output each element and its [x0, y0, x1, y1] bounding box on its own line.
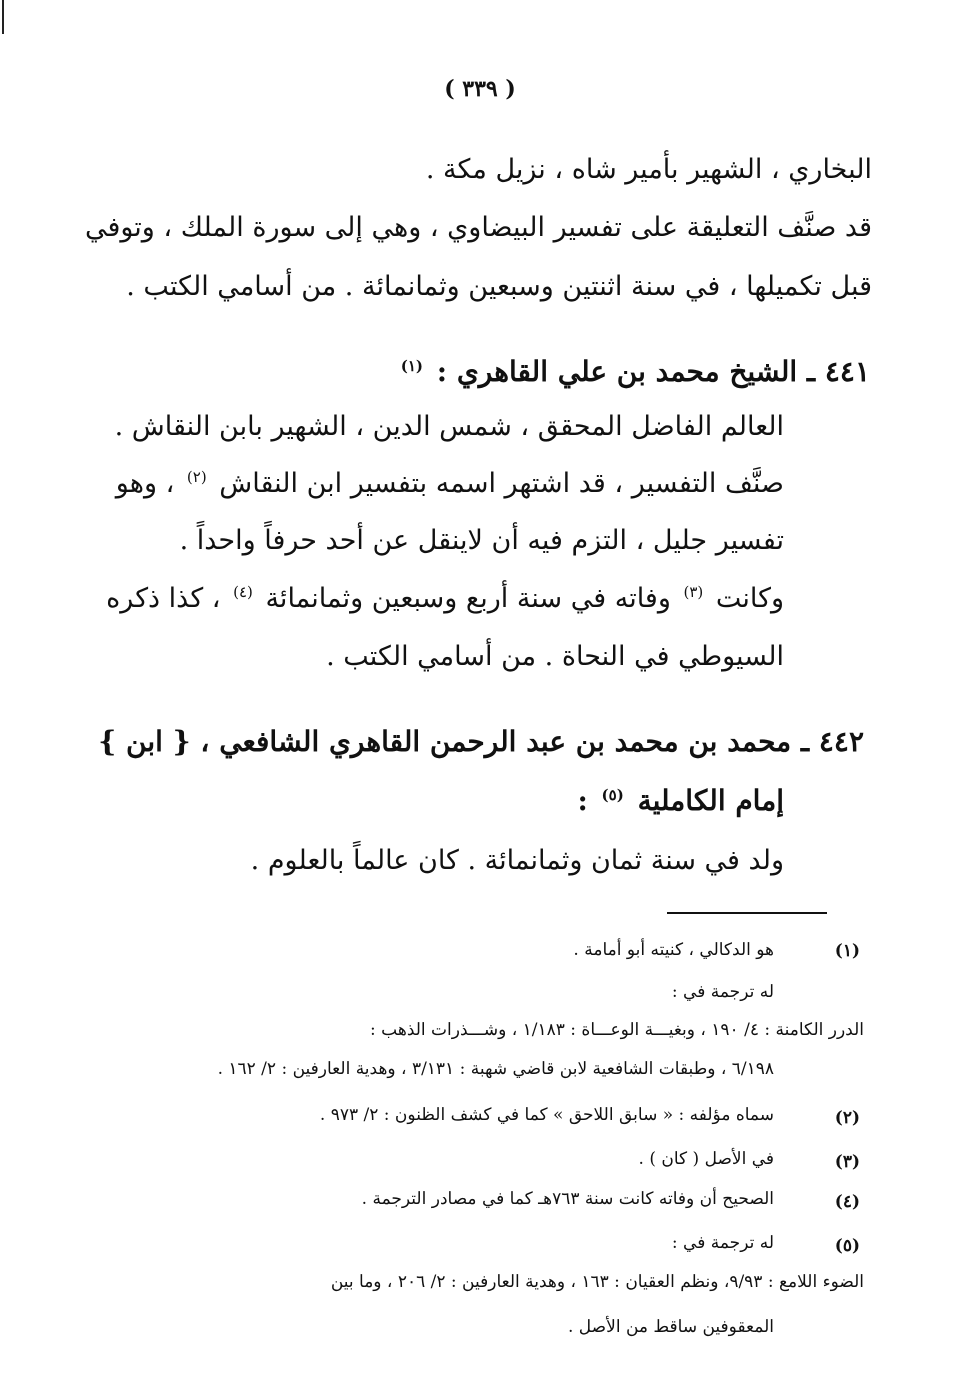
footnote-number-4: (٤) [834, 1192, 860, 1212]
footnote-1-line-3: الدرر الكامنة : ٤/ ١٩٠ ، وبغيـــة الوعـــاة : ١/١٨٣ ، وشـــذرات الذهب : [370, 1020, 864, 1040]
footnote-1-line-4: ٦/١٩٨ ، وطبقات الشافعية لابن قاضي شهبة : ٣/١٣١ ، وهدية العارفين : ٢/ ١٦٢ . [217, 1059, 774, 1079]
footnote-3-text: في الأصل ( كان ) . [638, 1149, 774, 1169]
footnote-ref-1: (١) [400, 356, 424, 375]
footnote-ref-4: (٤) [233, 583, 253, 601]
entry-441-heading [397, 357, 870, 388]
body-line-1: البخاري ، الشهير بأمير شاه ، نزيل مكة . [425, 154, 872, 185]
footnote-5-line-3: المعقوفين ساقط من الأصل . [568, 1317, 774, 1337]
footnote-1-line-2: له ترجمة في : [671, 982, 774, 1002]
entry-442-number: ٤٤٢ ـ [800, 725, 864, 758]
entry-441-line-5: السيوطي في النحاة . من أسامي الكتب . [326, 641, 784, 672]
page-number: ( ٣٣٩ ) [444, 76, 516, 102]
entry-442-title: محمد بن محمد بن عبد الرحمن القاهري الشافعي ، { ابن } [98, 725, 792, 758]
entry-442-heading [98, 727, 864, 758]
entry-442-heading-line-2: إمام الكاملية $^{(٥)}$ : [577, 784, 784, 817]
footnote-5-line-2: الضوء اللامع : ٩/٩٣، ونظم العقيان : ١٦٣ ، وهدية العارفين : ٢/ ٢٠٦ ، وما بين [330, 1272, 864, 1292]
footnote-number-2: (٢) [834, 1108, 860, 1128]
entry-442-title-2: إمام الكاملية [637, 784, 784, 817]
footnote-number-3: (٣) [834, 1152, 860, 1172]
entry-441-number: ٤٤١ ـ [806, 355, 870, 388]
entry-441-line-2: صنَّف التفسير ، قد اشتهر اسمه بتفسير ابن النقاش $^{(٢)}$ ، وهو [115, 468, 784, 499]
entry-442-line-1: ولد في سنة ثمان وثمانمائة . كان عالماً بالعلوم . [250, 845, 784, 876]
scan-edge-mark [2, 0, 4, 34]
entry-441-line-4: وكانت $^{(٣)}$ وفاته في سنة أربع وسبعين وثمانمائة $^{(٤)}$ ، كذا ذكره [106, 583, 784, 614]
footnote-4-text: الصحيح أن وفاته كانت سنة ٧٦٣هـ كما في مصادر الترجمة . [361, 1189, 774, 1209]
footnote-ref-2: (٢) [186, 468, 207, 486]
entry-441-line-1: العالم الفاضل المحقق ، شمس الدين ، الشهير بابن النقاش . [114, 411, 784, 442]
footnote-ref-5: (٥) [601, 785, 624, 804]
body-line-3: قبل تكميلها ، في سنة اثنتين وسبعين وثمانمائة . من أسامي الكتب . [126, 271, 872, 302]
footnote-1-line-1: هو الدكالي ، كنيته أبو أمامة . [573, 940, 774, 960]
footnote-5-line-1: له ترجمة في : [671, 1233, 774, 1253]
footnote-number-5: (٥) [834, 1236, 860, 1256]
footnote-2-text: سماه مؤلفه : « سابق اللاحق » كما في كشف الظنون : ٢/ ٩٧٣ . [319, 1105, 774, 1125]
body-line-2: قد صنَّف التعليقة على تفسير البيضاوي ، وهي إلى سورة الملك ، وتوفي [84, 212, 872, 243]
footnote-separator [667, 912, 827, 914]
entry-441-title: الشيخ محمد بن علي القاهري : [436, 355, 798, 388]
entry-441-line-3: تفسير جليل ، التزم فيه أن لاينقل عن أحد حرفاً واحداً . [179, 525, 784, 556]
footnote-number-1: (١) [834, 941, 860, 961]
footnote-ref-3: (٣) [683, 583, 704, 601]
